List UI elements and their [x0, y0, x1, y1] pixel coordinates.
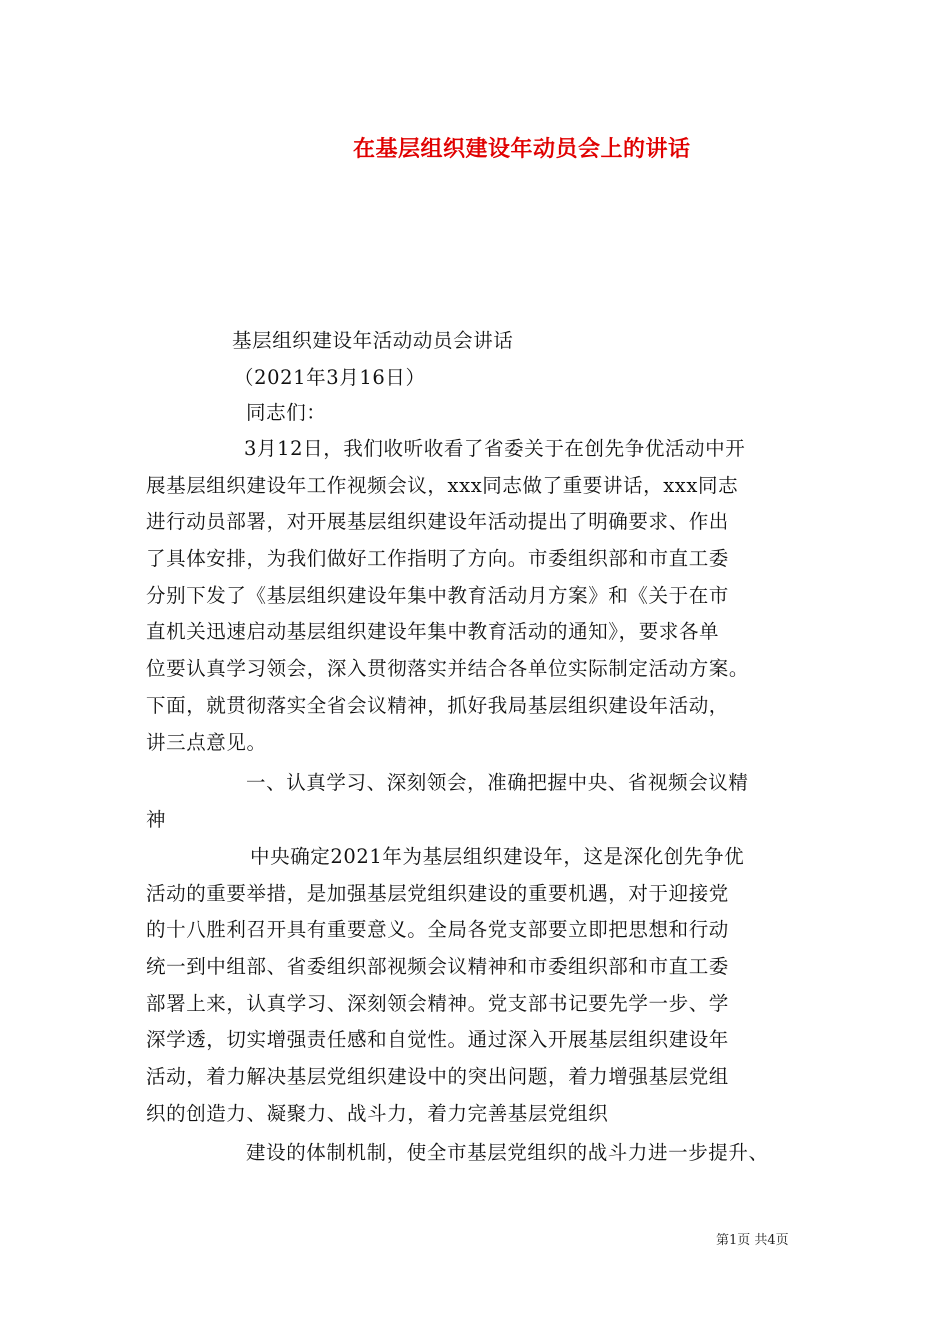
- speech-date: （2021年3月16日）: [234, 366, 426, 389]
- paragraph-2: [146, 839, 806, 1133]
- paragraph-line: 3月12日，我们收听收看了省委关于在创先争优活动中开: [244, 437, 746, 460]
- greeting: 同志们：: [246, 401, 327, 424]
- paragraph-1: [146, 431, 806, 761]
- paragraph-line: 活动，着力解决基层党组织建设中的突出问题，着力增强基层党组: [146, 1065, 729, 1089]
- speech-subtitle: 基层组织建设年活动动员会讲话: [232, 329, 514, 352]
- paragraph-line: 直机关迅速启动基层组织建设年集中教育活动的通知》，要求各单: [146, 620, 720, 644]
- paragraph-line: 分别下发了《基层组织建设年集中教育活动月方案》和《关于在市: [146, 583, 729, 607]
- paragraph-line: 讲三点意见。: [146, 730, 267, 754]
- paragraph-line: 统一到中组部、省委组织部视频会议精神和市委组织部和市直工委: [146, 955, 729, 979]
- paragraph-line: 的十八胜利召开具有重要意义。全局各党支部要立即把思想和行动: [146, 918, 729, 942]
- paragraph-line: 深学透，切实增强责任感和自觉性。通过深入开展基层组织建设年: [146, 1028, 729, 1052]
- paragraph-line: 织的创造力、凝聚力、战斗力，着力完善基层党组织: [146, 1101, 609, 1125]
- paragraph-line: 建设的体制机制，使全市基层党组织的战斗力进一步提升、: [246, 1141, 769, 1164]
- paragraph-line: 部署上来，认真学习、深刻领会精神。党支部书记要先学一步、学: [146, 991, 729, 1015]
- paragraph-line: 活动的重要举措，是加强基层党组织建设的重要机遇，对于迎接党: [146, 881, 729, 905]
- heading-line: 神: [146, 807, 167, 831]
- paragraph-line: 位要认真学习领会，深入贯彻落实并结合各单位实际制定活动方案。: [146, 657, 750, 681]
- heading-line: 一、认真学习、深刻领会，准确把握中央、省视频会议精: [246, 771, 749, 794]
- paragraph-line: 进行动员部署，对开展基层组织建设年活动提出了明确要求、作出: [146, 510, 729, 534]
- paragraph-line: 下面，就贯彻落实全省会议精神，抓好我局基层组织建设年活动，: [146, 693, 729, 717]
- paragraph-line: 了具体安排，为我们做好工作指明了方向。市委组织部和市直工委: [146, 547, 729, 571]
- page-number-footer: 第1页 共4页: [716, 1233, 789, 1248]
- paragraph-line: 展基层组织建设年工作视频会议，xxx同志做了重要讲话，xxx同志: [146, 473, 739, 497]
- section-heading-1: [146, 765, 806, 838]
- paragraph-3: [146, 1135, 806, 1172]
- paragraph-line: 中央确定2021年为基层组织建设年，这是深化创先争优: [250, 845, 745, 868]
- document-title: 在基层组织建设年动员会上的讲话: [353, 137, 691, 162]
